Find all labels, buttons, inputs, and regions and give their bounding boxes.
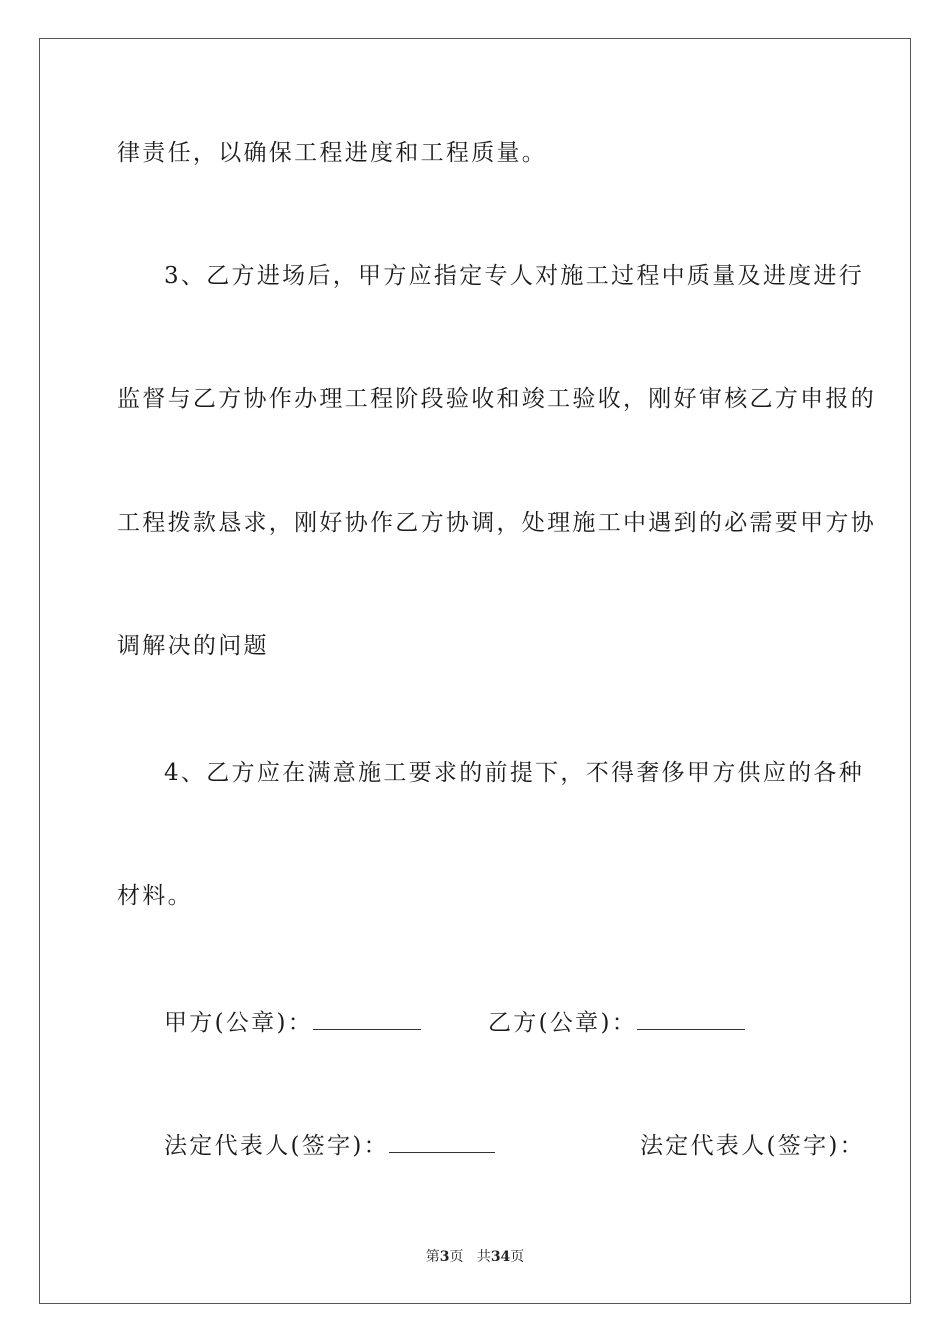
- party-b-seal-blank: [637, 1009, 745, 1030]
- party-b-rep-field: [640, 1131, 865, 1161]
- paragraph-line-7: 材料。: [117, 883, 193, 909]
- party-b-seal-field: [488, 1008, 745, 1038]
- party-a-rep-blank: [389, 1132, 495, 1153]
- party-a-seal-blank: [313, 1009, 421, 1030]
- paragraph-line-3: 监督与乙方协作办理工程阶段验收和竣工验收，刚好审核乙方申报的: [117, 386, 876, 412]
- party-b-rep-label: 法定代表人(签字)：: [640, 1133, 865, 1159]
- paragraph-line-1: 律责任，以确保工程进度和工程质量。: [117, 140, 548, 166]
- paragraph-line-6: 4、乙方应在满意施工要求的前提下，不得奢侈甲方供应的各种: [164, 760, 865, 786]
- footer-prefix: 第: [425, 1249, 440, 1265]
- footer-total-suffix: 页: [510, 1249, 525, 1265]
- party-b-seal-label: 乙方(公章)：: [488, 1010, 638, 1036]
- footer-total-prefix: 共: [476, 1249, 491, 1265]
- footer-page-number: 3: [439, 1249, 450, 1265]
- page-frame: [39, 38, 911, 1304]
- footer-total-pages: 34: [490, 1249, 511, 1265]
- paragraph-line-2: 3、乙方进场后，甲方应指定专人对施工过程中质量及进度进行: [164, 263, 865, 289]
- footer-page-suffix: 页: [449, 1249, 464, 1265]
- party-a-rep-label: 法定代表人(签字)：: [164, 1133, 389, 1159]
- party-a-rep-field: [164, 1131, 495, 1161]
- paragraph-line-5: 调解决的问题: [117, 633, 269, 659]
- party-a-seal-label: 甲方(公章)：: [164, 1010, 314, 1036]
- paragraph-line-4: 工程拨款恳求，刚好协作乙方协调，处理施工中遇到的必需要甲方协: [117, 510, 876, 536]
- page-footer: [0, 1248, 950, 1266]
- party-a-seal-field: [164, 1008, 421, 1038]
